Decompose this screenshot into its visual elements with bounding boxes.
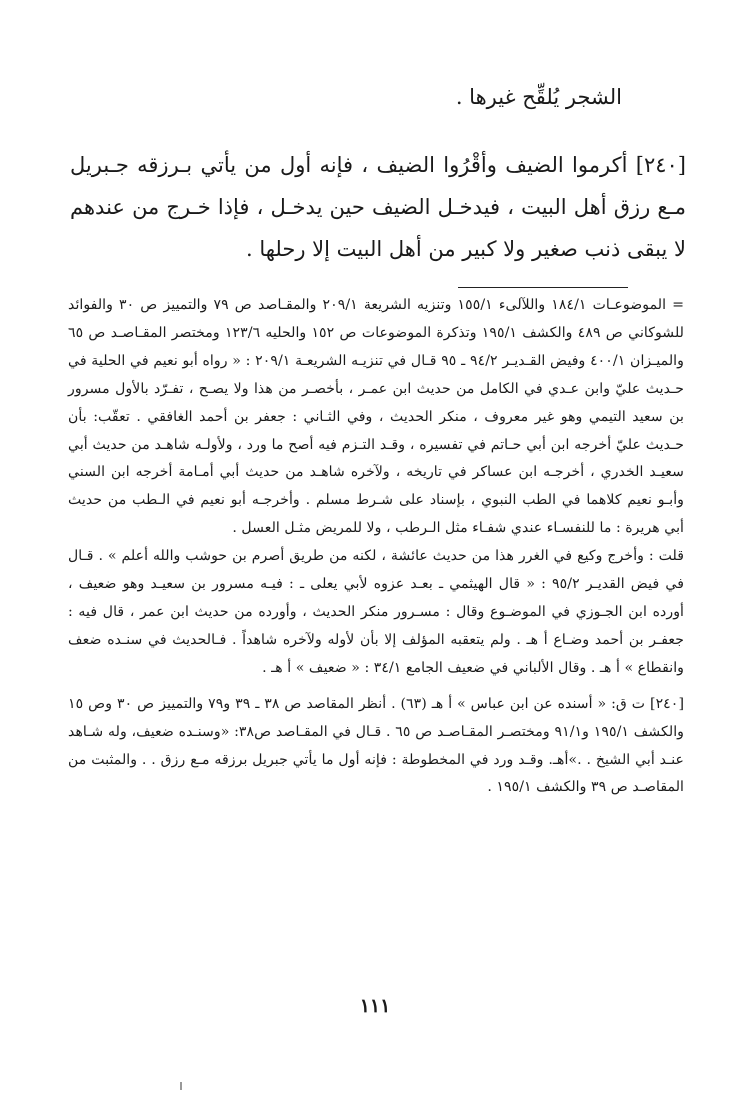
hadith-number: [٢٤٠]	[635, 153, 686, 177]
footnote-text: ت ق: « أسنده عن ابن عباس » أ هـ (٦٣) . أنظر المقاصد ص ٣٨ ـ ٣٩ و٧٩ والتمييز ص ٣٠ وص ١٥ والكشف ١٩٥/١ و٩١/١ ومختصـر المقـاصـد ص ٦٥ . قـال في المقـاصد ص٣٨: «وسنـده ضعيف، وله شـاهد عنـد أبي الشيخ . .»أهـ. وقـد ورد في المخطوطة : فإنه أول ما يأتي جبريل برزقه مـع رزق . . والمثبت من المقاصـد ص ٣٩ والكشف ١٩٥/١ .	[68, 695, 684, 796]
footnote-gap	[68, 683, 684, 691]
footnotes	[68, 292, 684, 802]
footnote-qult: قلت : وأخرج وكيع في الغرر هذا من حديث عائشة ، لكنه من طريق أصرم بن حوشب والله أعلم » . قـال في فيض القديـر ٩٥/٢ : « قال الهيثمي ـ بعـد عزوه لأبي يعلى ـ : فيـه مسرور بن سعيـد وهو ضعيف ، أورده ابن الجـوزي في الموضـوع وقال : مسـرور منكر الحديث ، وأورده من حديث ابن عمر ، قال فيه : جعفـر بن أحمد وضـاع أ هـ . ولم يتعقبه المؤلف إلا بأن لأوله ولآخره شاهداً . فـالحديث في سنـده ضعف وانقطاع » أ هـ . وقال الألباني في ضعيف الجامع ٣٤/١ : « ضعيف » أ هـ .	[68, 548, 684, 676]
hadith-text: أكرموا الضيف وأقْرُوا الضيف ، فإنه أول من يأتي بـرزقه جـبريل مـع رزق أهل البيت ، فيدخـل الضيف حين يدخـل ، فإذا خـرج من عندهم لا يبقى ذنب صغير ولا كبير من أهل البيت إلا رحلها .	[70, 153, 686, 261]
footnote-continuation: = الموضوعـات ١٨٤/١ واللآلىء ١٥٥/١ وتنزيه الشريعة ٢٠٩/١ والمقـاصد ص ٧٩ والتمييز ص ٣٠ والفوائد للشوكاني ص ٤٨٩ والكشف ١٩٥/١ وتذكرة الموضوعات ص ١٥٢ والحليه ١٢٣/٦ ومختصر المقـاصـد ص ٦٥ والميـزان ٤٠٠/١ وفيض القـديـر ٩٤/٢ ـ ٩٥ قـال في تنزيـه الشريعـة ٢٠٩/١ : « رواه أبو نعيم في الحلية في حـديث عليّ وابن عـدي في الكامل من حديث ابن عمـر ، بأخصـر من هذا ولا يصـح ، تفـرّد بالأول مسرور بن سعيد التيمي وهو غير معروف ، منكر الحديث ، وفي الثـاني : جعفر بن أحمد الغافقي . تعقّب: بأن حـديث عليّ أخرجه ابن أبي حـاتم في تفسيره ، وقـد التـزم فيه أصح ما ورد ، ولأولـه شاهـد من حديث أبي سعيـد الخدري ، أخرجـه ابن عساكر في تاريخه ، ولآخره شاهـد من حديث أبي أمـامة أخرجه ابن السني وأبـو نعيم كلاهما في الطب النبوي ، بإسناد على شـرط مسلم . وأخرجـه أبو نعيم في الـطب من حديث أبي هريرة : ما للنفسـاء عندي شفـاء مثل الـرطب ، ولا للمريض مثـل العسل .	[68, 297, 684, 537]
footnote-divider	[458, 287, 628, 288]
footnote-entry	[68, 691, 684, 803]
page-number: ١١١	[359, 995, 391, 1017]
hadith-paragraph	[70, 144, 686, 270]
scan-mark	[180, 1082, 182, 1090]
hadith-entry	[70, 144, 686, 270]
footnote-number: [٢٤٠]	[650, 695, 684, 712]
previous-text-line: الشجر يُلقِّح غيرها .	[455, 85, 622, 109]
